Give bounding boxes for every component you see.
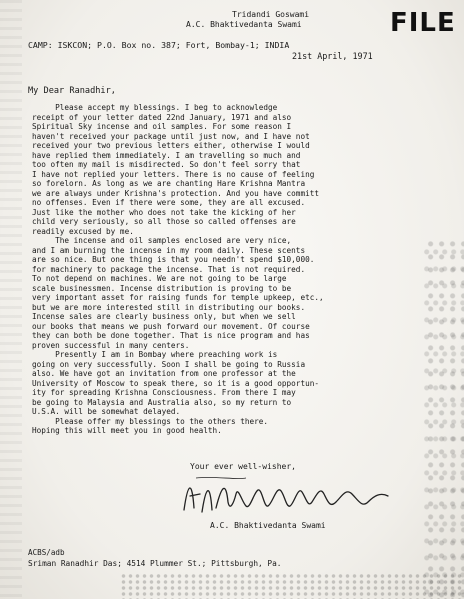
letter-body-line: have replied them immediately. I am travelling so much and (32, 150, 301, 160)
letter-body-line: we are always under Krishna's protection. And you have committ (32, 188, 319, 198)
letter-body-line: U.S.A. will be somewhat delayed. (32, 407, 181, 416)
scan-noise-bottom (120, 573, 464, 599)
letter-body-line: are so nice. But one thing is that you needn't spend $10,000. (32, 255, 315, 264)
handwritten-signature (176, 472, 396, 518)
letter-body-line: they can both be done together. That is nice program and has (32, 331, 310, 340)
letter-body-line: The incense and oil samples enclosed are very nice, (32, 236, 292, 245)
scan-noise-left (0, 0, 22, 599)
letter-body-line: but we are more interested still in distributing our books. (32, 302, 306, 312)
letter-body-line: be going to Malaysia and Australia also, so my return to (32, 397, 292, 407)
letter-date: 21st April, 1971 (292, 51, 373, 61)
letter-body-line: and I am burning the incense in my room daily. These scents (32, 245, 306, 255)
letter-body-line: Presently I am in Bombay where preaching work is (32, 350, 278, 359)
letterhead-name: Tridandi Goswami (232, 10, 310, 19)
letter-body-line: Please accept my blessings. I beg to acknowledge (32, 103, 278, 112)
signer-name: A.C. Bhaktivedanta Swami (210, 521, 326, 530)
letter-body (32, 103, 432, 436)
letter-body-line: for machinery to package the incense. That is not required. (32, 264, 306, 274)
salutation: My Dear Ranadhir, (28, 86, 116, 96)
letter-body-line: receipt of your letter dated 22nd January, 1971 and also (32, 112, 292, 122)
letter-body-line: also. We have got an invitation from one professor at the (32, 369, 296, 378)
letter-body-line: very important asset for raising funds for temple upkeep, etc., (32, 293, 324, 302)
letter-body-line: no offenses. Even if there were some, they are all excused. (32, 198, 306, 207)
letter-body-line: I have not replied your letters. There is no cause of feeling (32, 169, 315, 179)
letter-body-line: so forelorn. As long as we are chanting Hare Krishna Mantra (32, 179, 306, 188)
letter-body-line: haven't received your package until just now, and I have not (32, 131, 310, 141)
closing: Your ever well-wisher, (190, 462, 296, 471)
letter-body-line: Please offer my blessings to the others there. (32, 416, 269, 426)
letter-body-line: scale businessmen. Incense distribution is proving to be (32, 283, 292, 293)
letterhead-subtitle: A.C. Bhaktivedanta Swami (186, 20, 302, 29)
reference-initials: ACBS/adb (28, 548, 65, 557)
recipient-address: Sriman Ranadhir Das; 4514 Plummer St.; Pittsburgh, Pa. (28, 559, 282, 568)
letter-body-line: child very seriously, so all those so called offenses are (32, 217, 296, 226)
letter-body-line: ity for spreading Krishna Consciousness. From there I may (32, 388, 296, 397)
letter-body-line: Incense sales are clearly business only, but when we sell (32, 312, 296, 321)
letter-body-line: too often my mail is misdirected. So don't feel sorry that (32, 160, 301, 169)
letter-body-line: proven successful in many centers. (32, 340, 190, 350)
letter-body-line: To not depend on machines. We are not going to be large (32, 274, 287, 283)
letter-body-line: Hoping this will meet you in good health. (32, 426, 222, 435)
letter-body-line: Just like the mother who does not take the kicking of her (32, 207, 296, 217)
camp-address: CAMP: ISKCON; P.O. Box no. 387; Fort, Bombay-1; INDIA (28, 40, 290, 50)
file-stamp: FILE (390, 8, 456, 38)
letter-body-line: received your two previous letters either, otherwise I would (32, 141, 310, 150)
letter-body-line: readily excused by me. (32, 226, 134, 236)
letter-body-line: our books that means we push forward our movement. Of course (32, 321, 310, 331)
letter-body-line: Spiritual Sky incense and oil samples. For some reason I (32, 122, 292, 131)
letter-body-line: going on very successfully. Soon I shall be going to Russia (32, 359, 306, 369)
letter-body-line: University of Moscow to speak there, so it is a good opportun- (32, 378, 319, 388)
